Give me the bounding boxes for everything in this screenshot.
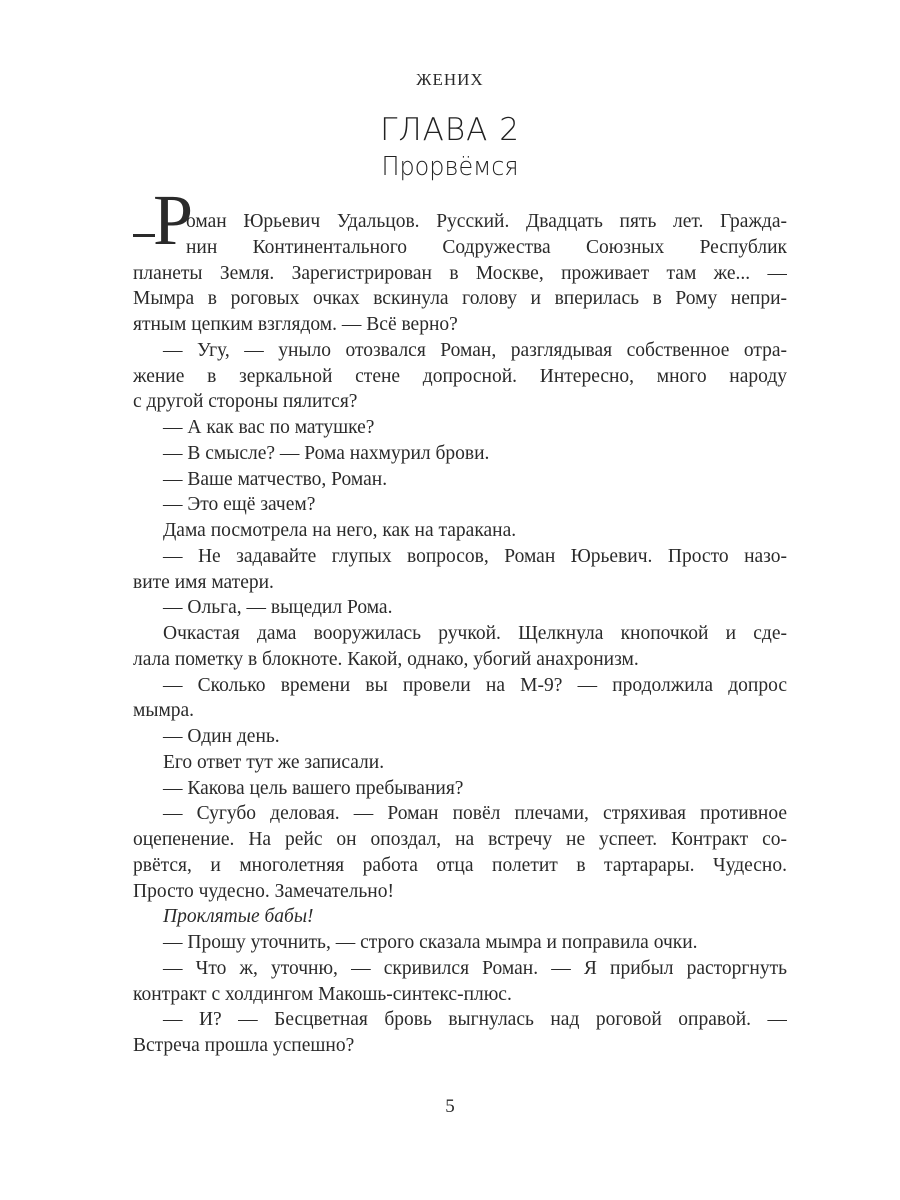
text-line: — Прошу уточнить, — строго сказала мымра и поправила очки.: [163, 932, 698, 953]
text-line: — Не задавайте глупых вопросов, Роман Юрьевич. Просто назо-: [163, 545, 787, 567]
text-line: рвётся, и многолетняя работа отца полетит в тартарары. Чудесно.: [133, 854, 787, 876]
text-line: — В смысле? — Рома нахмурил брови.: [163, 442, 490, 464]
text-line: Встреча прошла успешно?: [133, 1035, 355, 1056]
text-line: — Это ещё зачем?: [163, 494, 316, 516]
text-line: — Угу, — уныло отозвался Роман, разглядывая собственное отра-: [163, 339, 787, 361]
text-line: с другой стороны пялится?: [133, 391, 358, 413]
text-line: Дама посмотрела на него, как на таракана.: [163, 520, 517, 541]
drop-cap-letter: Р: [153, 180, 194, 260]
text-line: оман Юрьевич Удальцов. Русский. Двадцать пять лет. Гражда-: [186, 211, 787, 232]
page-number: 5: [445, 1096, 455, 1117]
chapter-title: Прорвёмся: [381, 152, 519, 182]
text-line: — Что ж, уточню, — скривился Роман. — Я прибыл расторгнуть: [163, 957, 787, 979]
text-line: мымра.: [133, 700, 195, 722]
text-line: вите имя матери.: [133, 571, 274, 593]
text-line: — Ваше матчество, Роман.: [163, 468, 388, 490]
text-line: Очкастая дама вооружилась ручкой. Щелкнула кнопочкой и сде-: [163, 623, 787, 644]
text-line: — И? — Бесцветная бровь выгнулась над роговой оправой. —: [163, 1009, 787, 1031]
text-line: — А как вас по матушке?: [163, 417, 375, 438]
text-line: оцепенение. На рейс он опоздал, на встречу не успеет. Контракт со-: [133, 829, 787, 850]
text-line: Проклятые бабы!: [163, 906, 314, 928]
text-line: планеты Земля. Зарегистрирован в Москве, проживает там же... —: [133, 262, 787, 284]
text-line: — Сугубо деловая. — Роман повёл плечами, стряхивая противное: [163, 803, 787, 825]
text-line: лала пометку в блокноте. Какой, однако, убогий анахронизм.: [133, 648, 639, 670]
text-line: жение в зеркальной стене допросной. Интересно, много народу: [133, 365, 787, 387]
text-line: — Один день.: [163, 726, 280, 747]
text-line: Его ответ тут же записали.: [163, 751, 385, 773]
body-text: [133, 209, 787, 1059]
text-line: — Сколько времени вы провели на М-9? — продолжила допрос: [163, 674, 787, 696]
text-line: нин Континентального Содружества Союзных Республик: [186, 236, 787, 258]
text-line: Мымра в роговых очках вскинула голову и вперилась в Рому непри-: [133, 288, 787, 310]
text-line: контракт с холдингом Макошь-синтекс-плюс.: [133, 983, 512, 1005]
text-line: ятным цепким взглядом. — Всё верно?: [133, 314, 458, 335]
text-line: — Ольга, — выцедил Рома.: [163, 597, 393, 619]
chapter-number: ГЛАВА 2: [380, 112, 520, 148]
running-head: ЖЕНИХ: [416, 70, 484, 89]
text-line: — Какова цель вашего пребывания?: [163, 777, 464, 799]
text-line: Просто чудесно. Замечательно!: [133, 880, 394, 902]
